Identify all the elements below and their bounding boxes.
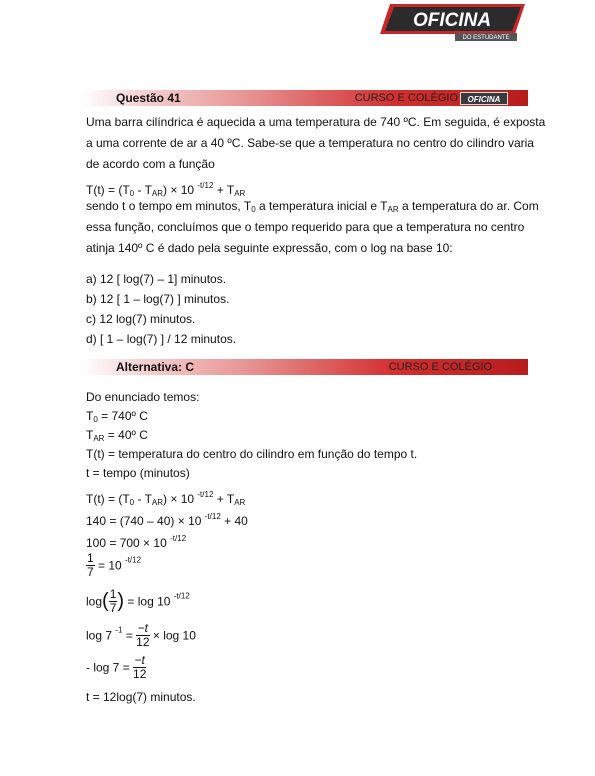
solution-step-5: log 7 $^{-1}$ = $\frac{-t}{12}$ × log 10 [86,621,196,649]
svg-text:OFICINA: OFICINA [467,95,501,104]
option-b: b) 12 [ 1 – log(7) ] minutos. [86,292,230,306]
question-line-6: essa função, concluímos que o tempo requerido para que a temperatura no centro [86,220,525,234]
solution-step-4: log( $\frac{1}{7}$ ) = log 10 $^{-t/12}$ [86,587,190,615]
solution-final: t = 12log(7) minutos. [86,690,196,704]
question-line-7: atinja 140º C é dado pela seguinte expressão, com o log na base 10: [86,241,453,255]
question-line-2: a uma corrente de ar a 40 ºC. Sabe-se que a temperatura no centro do cilindro varia [86,136,534,150]
logo-text: OFICINA [412,10,492,31]
answer-title: Alternativa: C [116,360,195,374]
solution-tar: $T_{AR}$ = 40º C [86,428,148,443]
solution-step-2: 100 = 700 × 10 $^{-t/12}$ [86,534,187,550]
mini-oficina-logo [460,92,508,105]
answer-brand-label: CURSO E COLÉGIO [388,361,492,373]
question-header-bar [82,90,528,106]
solution-tempo: t = tempo (minutos) [86,466,190,480]
question-line-3: de acordo com a função [86,157,215,171]
option-d: d) [ 1 – log(7) ] / 12 minutos. [86,332,237,346]
option-c: c) 12 log(7) minutos. [86,312,196,326]
question-function: $T(t) = (T_0 - T_{AR}) \times 10$ $^{-t/12} + T_{AR}$ [86,181,246,198]
fraction-1-7: $\frac{1}{7}$ [87,551,94,579]
fraction-1-7-log: $\frac{1}{7}$ [109,587,117,615]
oficina-logo [380,4,525,42]
logo-subtext: DO ESTUDANTE [462,35,510,41]
fraction-minus-t-12: $\frac{-t}{12}$ [136,621,150,649]
solution-function: $T(t) = (T_0 - T_{AR}) \times 10$ $^{-t/12} + T_{AR}$ [86,490,246,507]
brand-label: CURSO E COLÉGIO [354,92,458,104]
solution-step-1: 140 = (740 – 40) × 10 $^{-t/12}$ + 40 [86,512,248,528]
fraction-minus-t-12-b: $\frac{-t}{12}$ [133,653,147,681]
solution-step-6: - log 7 = $\frac{-t}{12}$ [86,653,147,681]
question-line-1: Uma barra cilíndrica é aquecida a uma temperatura de 740 ºC. Em seguida, é exposta [86,115,546,129]
solution-tt: T(t) = temperatura do centro do cilindro em função do tempo t. [86,447,418,461]
answer-header-bar [82,359,528,375]
question-title: Questão 41 [116,91,181,105]
solution-intro: Do enunciado temos: [86,390,200,404]
option-a: a) 12 [ log(7) – 1] minutos. [86,272,227,286]
solution-t0: $T_0$ = 740º C [86,409,148,424]
solution-step-3: $\frac{1}{7}$ = 10 $^{-t/12}$ [87,551,142,579]
question-line-5: sendo t o tempo em minutos, $T_0$ a temperatura inicial e $T_{AR}$ a temperatura do ar. Com [86,199,539,214]
